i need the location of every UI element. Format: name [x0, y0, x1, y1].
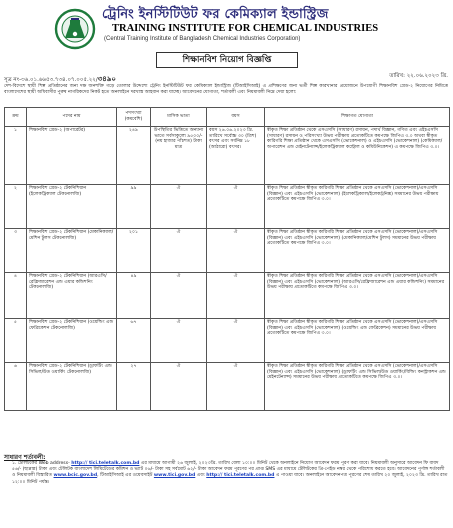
cell-allowance: উপস্থিতির ভিত্তিতে অন্যান্য ভাতে সর্বসাকুল্যে ৯৫০০/- (নয় হাজার পাঁচশত) টাকা মাত্র [151, 127, 207, 185]
cell-post-count: ২৭ [117, 363, 151, 411]
intro-paragraph: দেশ-বিদেশে স্থায়ী শিল্প প্রতিষ্ঠানের জন্য দক্ষ জনশক্তি গড়ে তোলার উদ্দেশ্যে ট্রেনিং ইনস্টিটিউট ফর কেমিক্যাল ইন্ডাস্ট্রিজ (টিআইসিআই) এ প্রশিক্ষণের জন্য ভর্তী শিল্প কারখানার প্রয়োজনে উপযোগী শিক্ষানবিশ গ্রেড-২ নিয়োগের নিমিত্তে বাংলাদেশের স্থায়ী অধিবাসীর পুরুষ নাগরিকদের নিকট হতে অনলাইনে দরখাস্ত আহবান করা যাচ্ছে। আবেদনের যোগ্যতা, শর্তাবলী এবং নিয়মাবলী নিম্নে দেয়া হলো: [4, 84, 448, 95]
bcic-link[interactable]: www.bcic.gov.bd [53, 473, 98, 479]
header-serial: ক্রম [5, 108, 27, 127]
cell-qualification: স্বীকৃত শিক্ষা প্রতিষ্ঠান স্বীকৃত কারিগরি শিক্ষা প্রতিষ্ঠান থেকে এসএসসি (ভোকেশনাল)/এসএসসি (বিজ্ঞান) এবং এইচএসসি (ভোকেশনাল) (আরএসি/রেফ্রিজারেশন এন্ড এয়ার কন্ডিশনিং) সমমানের উভয় পরীক্ষায় প্রত্যেকটিতে কমপক্ষে জিপিএ ৩.০। [265, 273, 450, 319]
org-name-english: TRAINING INSTITUTE FOR CHEMICAL INDUSTRIES [112, 23, 379, 34]
table-row [5, 229, 450, 273]
cell-qualification: স্বীকৃত শিক্ষা প্রতিষ্ঠান স্বীকৃত কারিগরি শিক্ষা প্রতিষ্ঠান থেকে এসএসসি (ভোকেশনাল)/এসএসসি (বিজ্ঞান) এবং এইচএসসি (ভোকেশনাল) (ওয়েল্ডিং এন্ড ফেব্রিকেশন) সমমানের উভয় পরীক্ষায় প্রত্যেকটিতে কমপক্ষে জিপিএ ৩.০। [265, 319, 450, 363]
cell-serial: ৬ [5, 363, 27, 411]
general-terms-item [12, 461, 448, 486]
cell-allowance: ঐ [151, 185, 207, 229]
table-row [5, 127, 450, 185]
header-qualification: শিক্ষাগত যোগ্যতা [265, 108, 450, 127]
terms-text: এর মাধ্যমে আগামী ২৬ জুলাই, ২০২৩খ্রি. তারিখ বেলা ১০:০০ মিনিট থেকে অনলাইনে নিয়োগ আবেদন ফরম পূরণ করা যাবে। নিয়মাবলী অনুসারে আবেদন ফি বাবদ ৫৬/- (ছাপ্পান্ন) টাকা এবং টেলিটক বাংলাদেশ লিমিটেডের কমিশন ও ভ্যাট ০৬/- টাকা সহ সর্বমোট ৬২/- টাকা আবেদন ফরম পূরণের পর প্রাপ্ত SMS এর মাধ্যমে টেলিটকের প্রি-পেইড নম্বর থেকে পরিশোধ করতে হবে। আবেদনের পূর্ণাঙ্গ শর্তাবলী ও নিয়মাবলী বিস্তারিত [12, 461, 445, 479]
cell-post-count: ২০১ [117, 229, 151, 273]
cell-qualification: স্বীকৃত শিক্ষা প্রতিষ্ঠান স্বীকৃত কারিগরি শিক্ষা প্রতিষ্ঠান থেকে এসএসসি (ভোকেশনাল)/এসএসসি (বিজ্ঞান) এবং এইচএসসি (ভোকেশনাল) (ইলেকট্রিক্যাল/ইলেকট্রনিক্স) সমমানের উভয় পরীক্ষায় প্রত্যেকটিতে কমপক্ষে জিপিএ ৩.০। [265, 185, 450, 229]
header-age: বয়স [207, 108, 265, 127]
table-row [5, 363, 450, 411]
cell-serial: ১ [5, 127, 27, 185]
cell-allowance: ঐ [151, 319, 207, 363]
cell-serial: ৩ [5, 229, 27, 273]
table-row [5, 273, 450, 319]
header-post-count: পদসংখ্যা (কমবেশি) [117, 108, 151, 127]
cell-allowance: ঐ [151, 229, 207, 273]
cell-serial: ৪ [5, 273, 27, 319]
terms-text: টেলিটকের Web address- [17, 461, 70, 466]
institute-logo-icon [54, 8, 96, 50]
terms-text: , টিআইসিআই এর ওয়েবসাইট [97, 473, 153, 479]
general-terms-heading: সাধারণ শর্তাবলী: [4, 454, 46, 461]
teletalk-link-2[interactable]: http:// tici.teletalk.com.bd [206, 473, 275, 479]
cell-age: ঐ [207, 229, 265, 273]
reference-serial: ৩৪৯০ [97, 75, 116, 83]
table-row [5, 185, 450, 229]
cell-post-name: শিক্ষানবিশ গ্রেড-২ টেকনিশিয়ান (আরএসি/রেফ্রিজারেশন এন্ড এয়ার কন্ডিশনিং টেকনোলজি) [27, 273, 117, 319]
org-name-bengali: ট্রেনিং ইনস্টিটিউট ফর কেমিক্যাল ইন্ডাস্ট্রিজ [102, 7, 329, 22]
header-allowance: মাসিক ভাতা [151, 108, 207, 127]
reference-prefix: সূত্র নং-৩৬.০১.৬৬৫৩.৭৩৪.০৭.০০৫.২২/ [4, 77, 98, 83]
cell-post-count: ৬৭ [117, 319, 151, 363]
cell-age: ঐ [207, 273, 265, 319]
cell-age: ঐ [207, 185, 265, 229]
cell-age: ঐ [207, 363, 265, 411]
cell-post-name: শিক্ষানবিশ গ্রেড-২ টেকনিশিয়ান (ওয়েল্ডিং এন্ড ফেব্রিকেশন টেকনোলজি) [27, 319, 117, 363]
cell-post-count: ৯৯ [117, 185, 151, 229]
terms-text: এ পাওয়া যাবে। অনলাইনে আবেদনপত্র পূরণের শেষ তারিখ ২০ জুলাই, ২০২৩ খ্রি. তারিখ রাত ১২:০০ মিনিট পর্যন্ত। [12, 473, 448, 485]
cell-post-name: শিক্ষানবিশ গ্রেড-২ টেকনিশিয়ান (মেকানিক্যাল/মেশিন টুলস টেকনোলজি) [27, 229, 117, 273]
cell-post-count: ৪৯ [117, 273, 151, 319]
table-header-row [5, 108, 450, 127]
cell-age: বয়স ২৬.০৬.২০২৩ খ্রি. তারিখে সর্বোচ্চ ৩০ (ত্রিশ) বৎসর এবং সর্বনিম্ন ১৮ (আঠারো) বৎসর। [207, 127, 265, 185]
cell-serial: ৫ [5, 319, 27, 363]
cell-serial: ২ [5, 185, 27, 229]
org-subtitle: (Central Training Institute of Bangladesh Chemical Industries Corporation) [104, 36, 301, 42]
cell-post-name: শিক্ষানবিশ গ্রেড-২ (অপারেটর) [27, 127, 117, 185]
posts-table [4, 107, 450, 411]
cell-post-count: ২৪৯ [117, 127, 151, 185]
cell-allowance: ঐ [151, 363, 207, 411]
teletalk-link[interactable]: http:// tici.teletalk.com.bd [71, 461, 140, 466]
cell-post-name: শিক্ষানবিশ গ্রেড-২ টেকনিশিয়ান (ড্রাফটিং এন্ড সিভিল/উড ওয়ার্কিং টেকনোলজি) [27, 363, 117, 411]
cell-post-name: শিক্ষানবিশ গ্রেড-২ টেকনিশিয়ান (ইলেকট্রিক্যাল টেকনোলজি) [27, 185, 117, 229]
tici-link[interactable]: www.tici.gov.bd [153, 473, 196, 479]
header-post-name: পদের নাম [27, 108, 117, 127]
cell-qualification: স্বীকৃত শিক্ষা প্রতিষ্ঠান থেকে এসএসসি (সাধারণ) রসায়ন, পদার্থ বিজ্ঞান, গণিত এবং এইচএসসি (সাধারণ) রসায়ন ও পরিসংখ্যা উভয় পরীক্ষায় প্রত্যেকটিতে কমপক্ষে জিপিএ ৩.০ অথবা স্বীকৃত কারিগরি শিক্ষা প্রতিষ্ঠান থেকে এসএসসি (ভোকেশনাল) ও এইচএসসি (ভোকেশনাল) (কেমিক্যাল/অপারেশন এন্ড মেইনটেন্যান্স/ইলেকট্রিক্যাল কন্ট্রোল ও কমিউনিকেশন) এ কমপক্ষে জিপিএ ৩.০। [265, 127, 450, 185]
notice-date: তারিখ: ২২.০৬.২০২৩ খ্রি. [389, 73, 448, 79]
notice-title: শিক্ষানবিশ নিয়োগ বিজ্ঞপ্তি [156, 52, 298, 68]
cell-allowance: ঐ [151, 273, 207, 319]
terms-text: এবং [196, 473, 205, 479]
cell-qualification: স্বীকৃত শিক্ষা প্রতিষ্ঠান স্বীকৃত কারিগরি শিক্ষা প্রতিষ্ঠান থেকে এসএসসি (ভোকেশনাল)/এসএসসি (বিজ্ঞান) এবং এইচএসসি (ভোকেশনাল) (মেকানিক্যাল/মেশিন টুলস) সমমানের উভয় পরীক্ষায় প্রত্যেকটিতে কমপক্ষে জিপিএ ৩.০। [265, 229, 450, 273]
terms-item-number: ১. [12, 461, 17, 466]
cell-qualification: স্বীকৃত শিক্ষা প্রতিষ্ঠান স্বীকৃত কারিগরি শিক্ষা প্রতিষ্ঠান থেকে এসএসসি (ভোকেশনাল)/এসএসসি (বিজ্ঞান) এবং এইচএসসি (ভোকেশনাল) (ড্রাফটিং এন্ড সিভিল/উড ওয়ার্কিং/বিল্ডিং কনস্ট্রাকশন এন্ড মেইনটেন্যান্স) সমমানের উভয় পরীক্ষায় প্রত্যেকটিতে কমপক্ষে জিপিএ ৩.০। [265, 363, 450, 411]
table-row [5, 319, 450, 363]
cell-age: ঐ [207, 319, 265, 363]
